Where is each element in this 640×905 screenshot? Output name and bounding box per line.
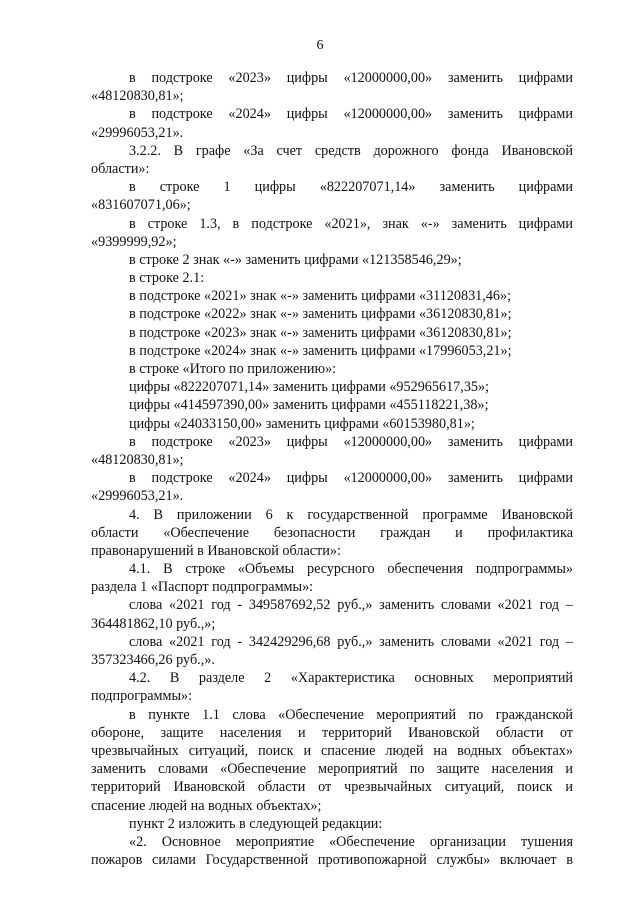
- text-line: слова «2021 год - 349587692,52 руб.,» заменить словами «2021 год –: [129, 597, 573, 614]
- text-line: подпрограммы»:: [91, 688, 193, 705]
- text-line: заменить словами «Обеспечение мероприятий по защите населения и: [91, 761, 573, 778]
- text-line: в строке 2 знак «-» заменить цифрами «121358546,29»;: [129, 251, 462, 268]
- text-line: в строке 2.1:: [129, 270, 205, 287]
- text-line: «29996053,21».: [91, 488, 184, 505]
- text-line: в строке «Итого по приложению»:: [129, 361, 337, 377]
- text-line: обороне, защите населения и территорий Ивановской области от: [91, 724, 573, 741]
- text-line: пункт 2 изложить в следующей редакции:: [129, 815, 383, 832]
- text-line: в подстроке «2023» цифры «12000000,00» заменить цифрами: [129, 433, 573, 450]
- text-line: в подстроке «2022» знак «-» заменить цифрами «36120830,81»;: [129, 306, 512, 323]
- text-line: «48120830,81»;: [91, 88, 184, 105]
- text-line: в подстроке «2023» цифры «12000000,00» заменить цифрами: [129, 70, 573, 86]
- text-line: цифры «24033150,00» заменить цифрами «60153980,81»;: [129, 415, 475, 432]
- text-line: в пункте 1.1 слова «Обеспечение мероприятий по гражданской: [129, 706, 573, 723]
- text-line: спасение людей на водных объектах»;: [91, 797, 322, 814]
- text-line: «9399999,92»;: [91, 233, 177, 250]
- text-line: 3.2.2. В графе «За счет средств дорожного фонда Ивановской: [129, 142, 573, 159]
- text-line: «29996053,21».: [91, 124, 184, 141]
- text-line: 4.1. В строке «Объемы ресурсного обеспечения подпрограммы»: [129, 561, 573, 578]
- text-line: 357323466,26 руб.,».: [91, 652, 215, 668]
- text-line: области «Обеспечение безопасности граждан и профилактика: [91, 524, 573, 541]
- text-line: в строке 1 цифры «822207071,14» заменить цифрами: [129, 179, 573, 196]
- text-line: «831607071,06»;: [91, 197, 191, 214]
- text-line: пожаров силами Государственной противопожарной службы» включает в: [91, 852, 573, 869]
- text-line: в подстроке «2024» цифры «12000000,00» заменить цифрами: [129, 106, 573, 123]
- text-line: «2. Основное мероприятие «Обеспечение организации тушения: [129, 833, 573, 850]
- text-line: цифры «414597390,00» заменить цифрами «455118221,38»;: [129, 397, 489, 414]
- text-line: цифры «822207071,14» заменить цифрами «952965617,35»;: [129, 379, 490, 396]
- text-line: области»:: [91, 160, 150, 177]
- text-line: правонарушений в Ивановской области»:: [91, 542, 341, 559]
- text-line: территорий Ивановской области от чрезвычайных ситуаций, поиск и: [91, 779, 573, 796]
- text-line: в подстроке «2023» знак «-» заменить цифрами «36120830,81»;: [129, 324, 512, 341]
- text-line: слова «2021 год - 342429296,68 руб.,» заменить словами «2021 год –: [129, 633, 573, 650]
- text-line: в подстроке «2021» знак «-» заменить цифрами «31120831,46»;: [129, 288, 512, 305]
- text-line: в строке 1.3, в подстроке «2021», знак «-» заменить цифрами: [129, 215, 573, 232]
- text-line: в подстроке «2024» цифры «12000000,00» заменить цифрами: [129, 470, 573, 487]
- text-line: раздела 1 «Паспорт подпрограммы»:: [91, 579, 314, 596]
- text-line: 364481862,10 руб.,»;: [91, 615, 216, 632]
- document-body: [91, 69, 573, 869]
- text-line: в подстроке «2024» знак «-» заменить цифрами «17996053,21»;: [129, 342, 512, 359]
- text-line: «48120830,81»;: [91, 451, 184, 468]
- page-number: 6: [316, 38, 324, 53]
- text-line: 4. В приложении 6 к государственной программе Ивановской: [129, 506, 573, 523]
- text-line: 4.2. В разделе 2 «Характеристика основных мероприятий: [129, 670, 573, 687]
- text-line: чрезвычайных ситуаций, поиск и спасение людей на водных объектах»: [91, 742, 573, 759]
